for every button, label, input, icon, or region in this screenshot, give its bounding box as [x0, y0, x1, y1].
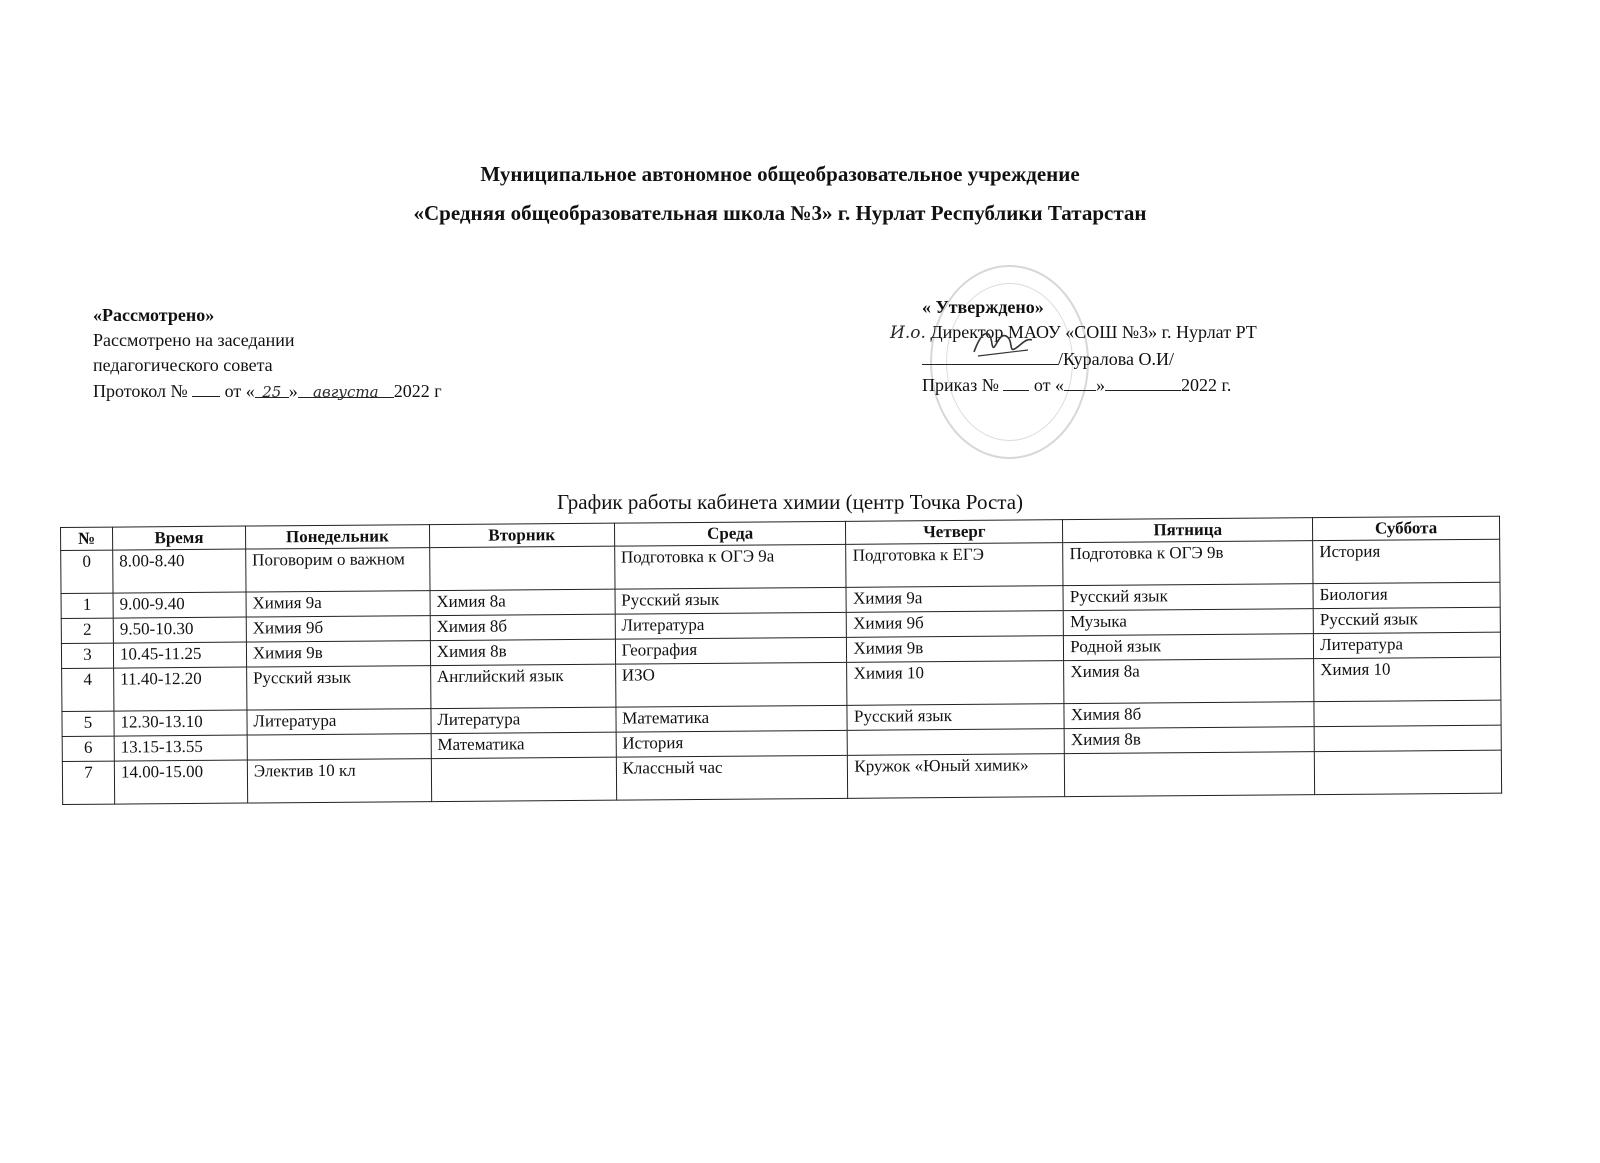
column-header: Понедельник	[245, 525, 429, 549]
reviewed-line2: педагогического совета	[93, 355, 273, 375]
row-number-cell: 1	[61, 593, 113, 618]
reviewed-block	[93, 303, 442, 404]
order-day-blank	[1064, 372, 1096, 391]
lesson-cell: Подготовка к ЕГЭ	[846, 543, 1063, 588]
column-header: Среда	[614, 521, 846, 546]
reviewed-line1: Рассмотрено на заседании	[93, 330, 295, 350]
time-cell: 14.00-15.00	[114, 760, 247, 804]
lesson-cell: Химия 9а	[846, 586, 1063, 613]
lesson-cell: Подготовка к ОГЭ 9в	[1063, 541, 1313, 586]
column-header: №	[61, 527, 113, 550]
order-month-blank	[1105, 372, 1181, 391]
lesson-cell: Химия 10	[847, 661, 1064, 706]
lesson-cell: Русский язык	[1313, 607, 1500, 633]
approved-position-line	[890, 320, 1257, 346]
lesson-cell: Математика	[616, 705, 848, 732]
lesson-cell: Химия 9б	[847, 611, 1064, 638]
time-cell: 9.50-10.30	[113, 617, 246, 643]
lesson-cell: Биология	[1313, 582, 1500, 608]
lesson-cell: Родной язык	[1064, 634, 1314, 661]
lesson-cell: Химия 8в	[430, 639, 615, 665]
lesson-cell: Химия 8б	[430, 614, 615, 640]
order-year: 2022 г.	[1181, 375, 1232, 395]
lesson-cell	[1314, 700, 1501, 726]
column-header: Суббота	[1313, 516, 1500, 540]
lesson-cell: Английский язык	[430, 664, 615, 708]
lesson-cell: Русский язык	[1063, 584, 1313, 611]
lesson-cell: Литература	[431, 707, 616, 733]
approved-name: /Куралова О.И/	[1058, 349, 1175, 369]
protocol-day	[255, 379, 289, 401]
row-number-cell: 4	[62, 668, 114, 711]
reviewed-title: «Рассмотрено»	[93, 305, 215, 325]
lesson-cell: Русский язык	[615, 587, 847, 614]
protocol-day-handwritten: 25	[262, 383, 282, 401]
lesson-cell: Химия 9в	[246, 641, 430, 667]
order-quote-close: »	[1096, 375, 1106, 395]
lesson-cell: Литература	[247, 709, 431, 735]
protocol-quote-close: »	[288, 381, 298, 401]
protocol-number-blank	[192, 378, 220, 397]
lesson-cell: Кружок «Юный химик»	[848, 754, 1065, 799]
schedule-table	[60, 516, 1502, 805]
row-number-cell: 2	[61, 618, 113, 643]
lesson-cell: География	[615, 637, 847, 664]
lesson-cell: Химия 8б	[1064, 702, 1314, 729]
column-header: Пятница	[1063, 518, 1313, 543]
time-cell: 12.30-13.10	[114, 710, 247, 736]
schedule-title-text: График работы кабинета химии (центр Точка Роста)	[556, 490, 1024, 514]
time-cell: 10.45-11.25	[113, 642, 246, 668]
order-from-label: от «	[1033, 375, 1065, 395]
lesson-cell: Классный час	[616, 755, 848, 800]
director-signature	[968, 322, 1038, 362]
lesson-cell: Русский язык	[246, 666, 430, 710]
lesson-cell: Литература	[615, 612, 847, 639]
approved-title: « Утверждено»	[922, 297, 1044, 317]
row-number-cell: 0	[61, 550, 113, 593]
school-name: «Средняя общеобразовательная школа №3» г. Нурлат Республики Татарстан	[413, 201, 1147, 225]
order-line	[890, 372, 1257, 398]
lesson-cell: Химия 9б	[246, 616, 430, 642]
lesson-cell: История	[1313, 539, 1500, 583]
time-cell: 8.00-8.40	[113, 549, 246, 593]
lesson-cell: Химия 8а	[1064, 659, 1314, 704]
institution-name: Муниципальное автономное общеобразовательное учреждение	[480, 162, 1080, 186]
lesson-cell: ИЗО	[615, 662, 847, 707]
lesson-cell: Музыка	[1063, 609, 1313, 636]
protocol-prefix: Протокол №	[93, 381, 188, 401]
column-header: Время	[112, 526, 245, 550]
protocol-month	[298, 379, 394, 401]
lesson-cell	[1065, 752, 1315, 797]
lesson-cell	[1314, 725, 1501, 751]
time-cell: 13.15-13.55	[114, 735, 247, 761]
row-number-cell: 6	[62, 736, 114, 761]
protocol-line	[93, 378, 442, 404]
approved-name-line	[890, 346, 1257, 372]
approved-block	[890, 295, 1257, 398]
protocol-from-label: от «	[224, 381, 255, 401]
column-header: Вторник	[429, 523, 614, 547]
protocol-year: 2022 г	[393, 381, 442, 401]
lesson-cell	[1314, 750, 1501, 794]
lesson-cell: Химия 8а	[430, 589, 615, 615]
lesson-cell	[247, 734, 431, 760]
schedule-title	[0, 490, 1600, 515]
row-number-cell: 3	[61, 643, 113, 668]
lesson-cell	[429, 546, 614, 590]
lesson-cell: Литература	[1313, 632, 1500, 658]
lesson-cell: Электив 10 кл	[247, 759, 431, 803]
column-header: Четверг	[846, 520, 1063, 545]
lesson-cell: Поговорим о важном	[246, 548, 430, 592]
lesson-cell: История	[616, 730, 848, 757]
order-prefix: Приказ №	[922, 375, 999, 395]
lesson-cell	[848, 729, 1065, 756]
lesson-cell: Математика	[431, 732, 616, 758]
lesson-cell: Химия 9в	[847, 636, 1064, 663]
lesson-cell	[431, 757, 616, 801]
lesson-cell: Подготовка к ОГЭ 9а	[614, 544, 846, 589]
lesson-cell: Химия 8в	[1064, 727, 1314, 754]
protocol-month-handwritten: августа	[313, 383, 379, 401]
time-cell: 11.40-12.20	[114, 667, 247, 711]
approved-position: Директор МАОУ «СОШ №3» г. Нурлат РТ	[930, 322, 1257, 342]
lesson-cell: Русский язык	[847, 704, 1064, 731]
lesson-cell: Химия 9а	[246, 591, 430, 617]
time-cell: 9.00-9.40	[113, 592, 246, 618]
lesson-cell: Химия 10	[1314, 657, 1501, 701]
acting-prefix-handwritten: И.о.	[890, 323, 926, 343]
row-number-cell: 5	[62, 711, 114, 736]
row-number-cell: 7	[62, 761, 114, 804]
order-number-blank	[1003, 372, 1029, 391]
